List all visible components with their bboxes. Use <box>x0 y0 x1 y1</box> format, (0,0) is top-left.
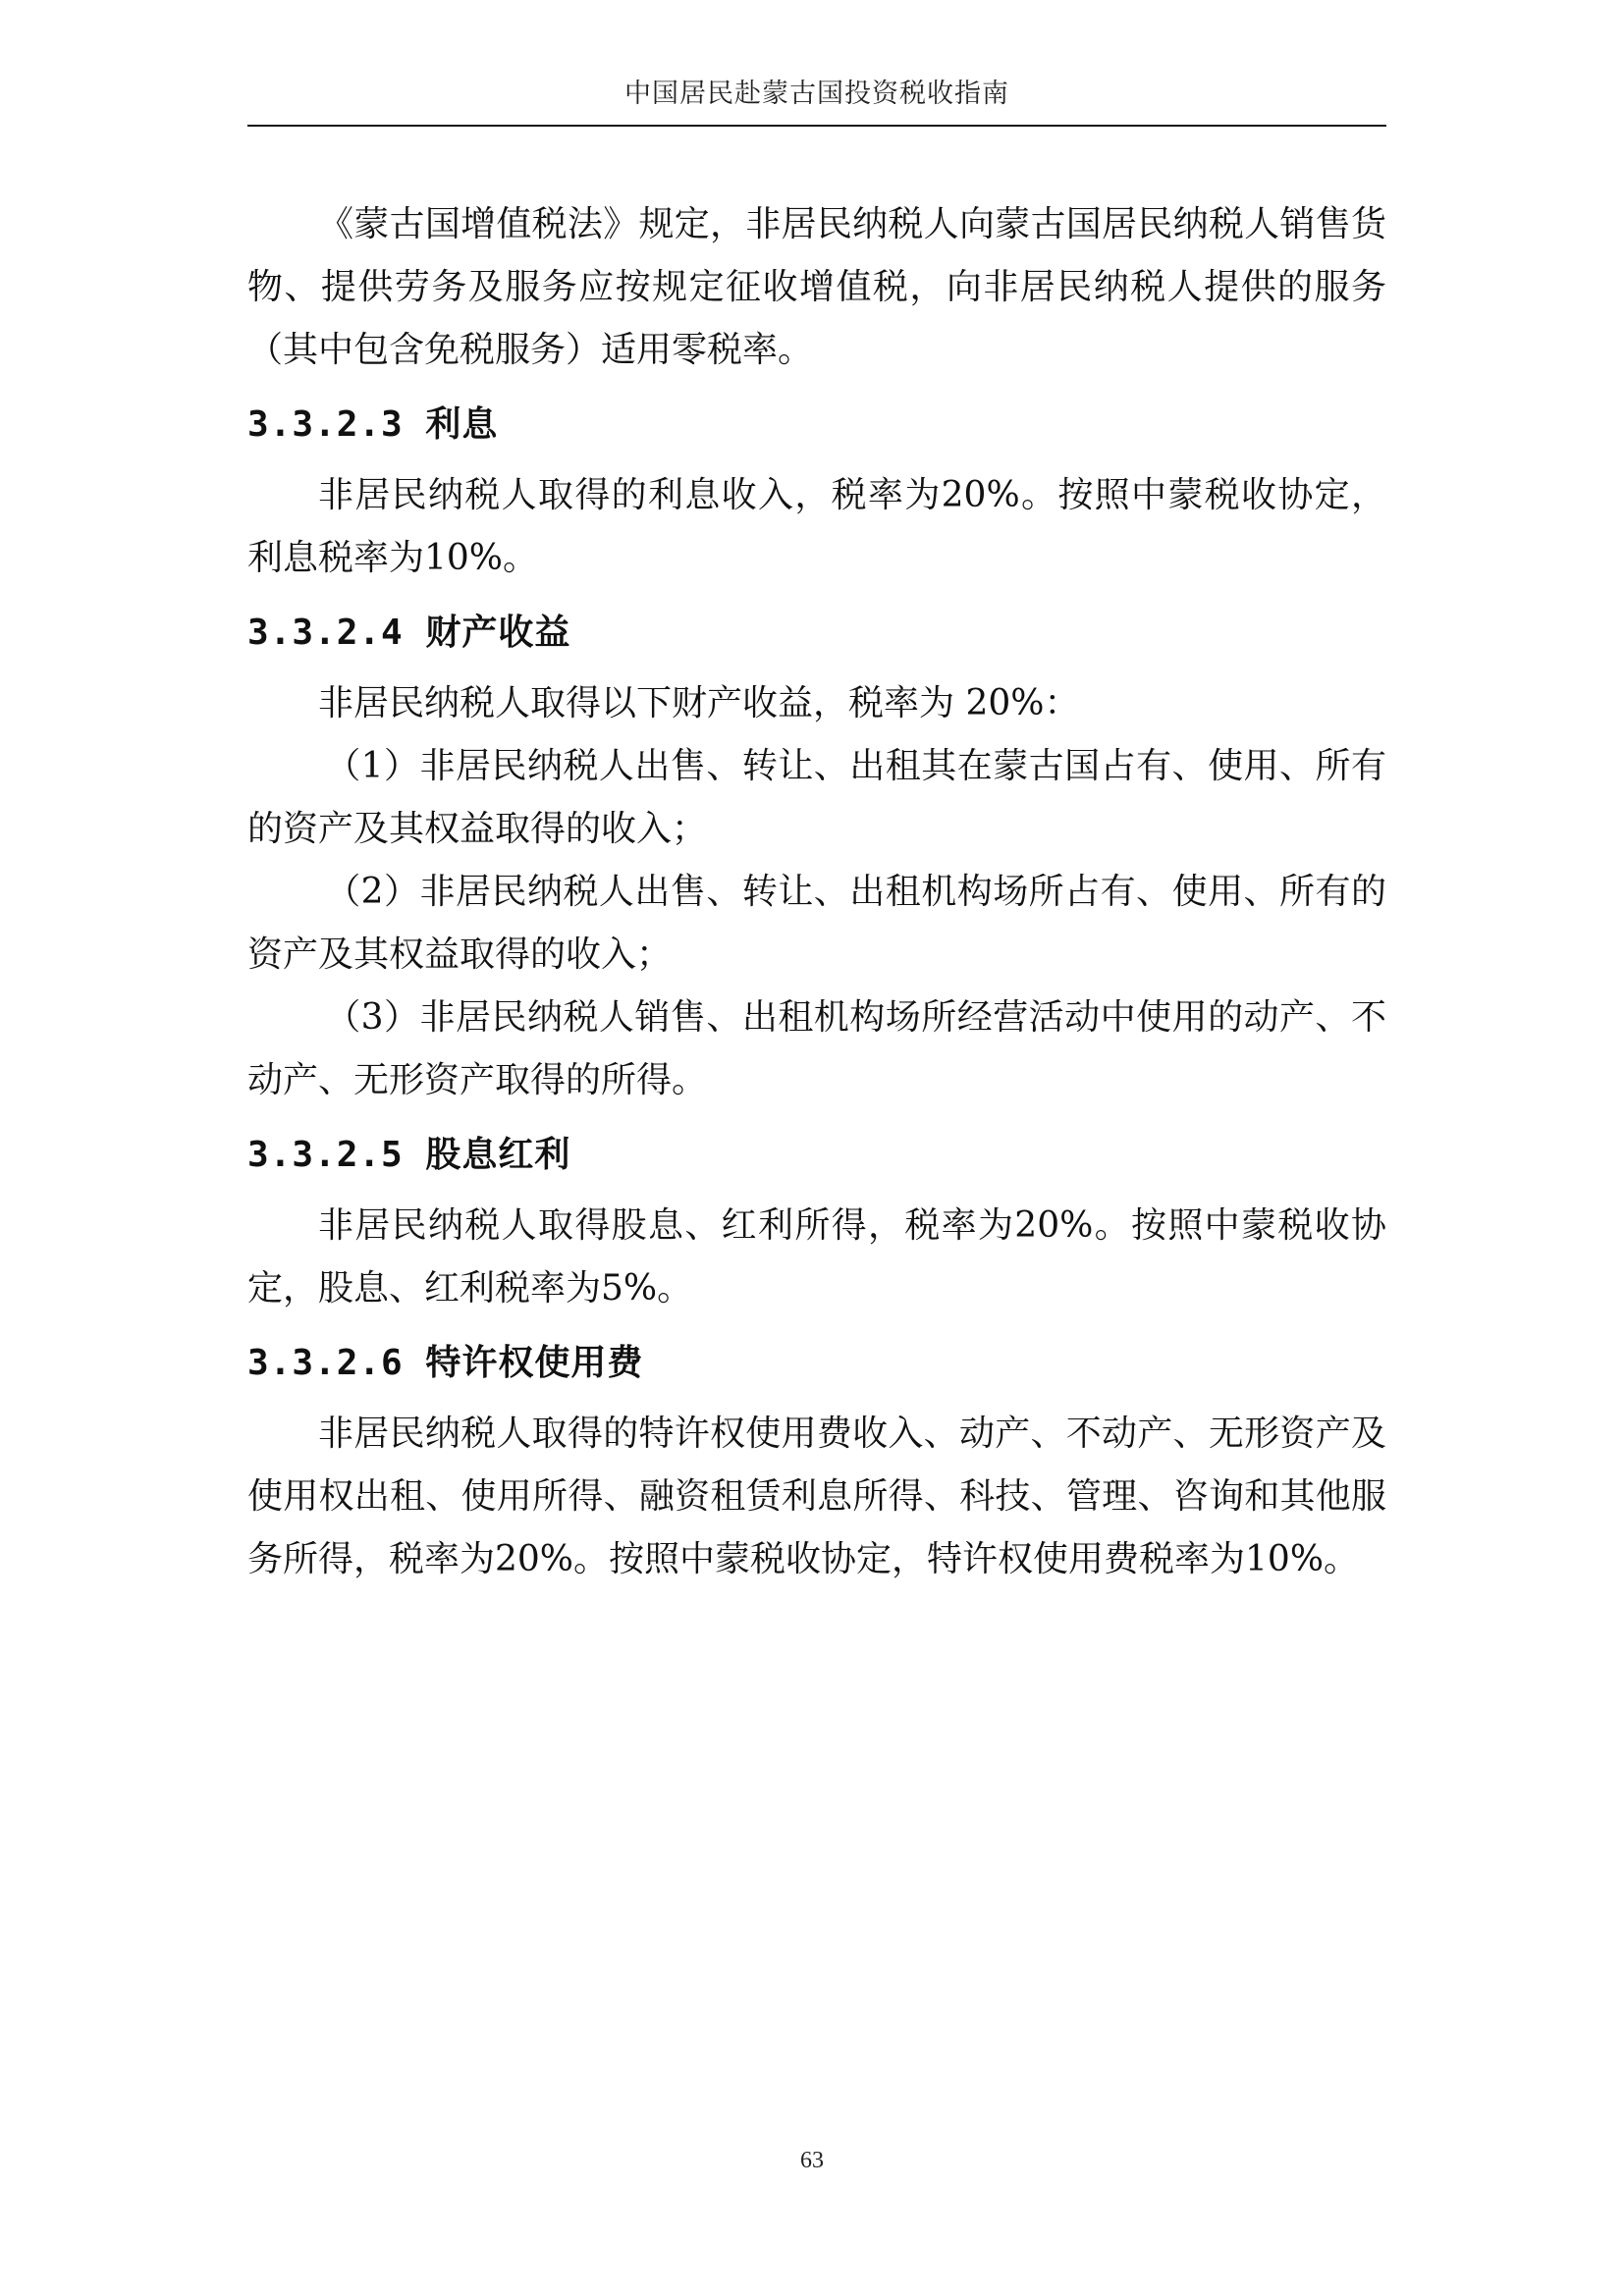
paragraph-interest: 非居民纳税人取得的利息收入，税率为20%。按照中蒙税收协定，利息税率为10%。 <box>247 475 1386 578</box>
intro-paragraph: 《蒙古国增值税法》规定，非居民纳税人向蒙古国居民纳税人销售货物、提供劳务及服务应按规定征收增值税，向非居民纳税人提供的服务（其中包含免税服务）适用零税率。 <box>247 204 1386 370</box>
page-number: 63 <box>800 2148 824 2173</box>
list-item-property-3: （3）非居民纳税人销售、出租机构场所经营活动中使用的动产、不动产、无形资产取得的所得。 <box>247 997 1386 1100</box>
header-divider <box>247 125 1386 127</box>
paragraph-royalties: 非居民纳税人取得的特许权使用费收入、动产、不动产、无形资产及使用权出租、使用所得、融资租赁利息所得、科技、管理、咨询和其他服务所得，税率为20%。按照中蒙税收协定，特许权使用费税率为10%。 <box>247 1414 1386 1579</box>
list-item-property-1: （1）非居民纳税人出售、转让、出租其在蒙古国占有、使用、所有的资产及其权益取得的收入； <box>247 746 1386 849</box>
paragraph-dividends: 非居民纳税人取得股息、红利所得，税率为20%。按照中蒙税收协定，股息、红利税率为5%。 <box>247 1205 1386 1308</box>
section-heading-interest: 3.3.2.3 利息 <box>247 404 499 445</box>
section-heading-property-income: 3.3.2.4 财产收益 <box>247 613 571 653</box>
list-item-property-2: （2）非居民纳税人出售、转让、出租机构场所占有、使用、所有的资产及其权益取得的收入； <box>247 872 1386 975</box>
section-heading-dividends: 3.3.2.5 股息红利 <box>247 1135 571 1175</box>
section-heading-royalties: 3.3.2.6 特许权使用费 <box>247 1343 644 1383</box>
document-body <box>247 193 1386 1591</box>
paragraph-property-income: 非居民纳税人取得以下财产收益，税率为 20%： <box>318 683 1080 723</box>
page-header-title: 中国居民赴蒙古国投资税收指南 <box>624 79 1009 109</box>
